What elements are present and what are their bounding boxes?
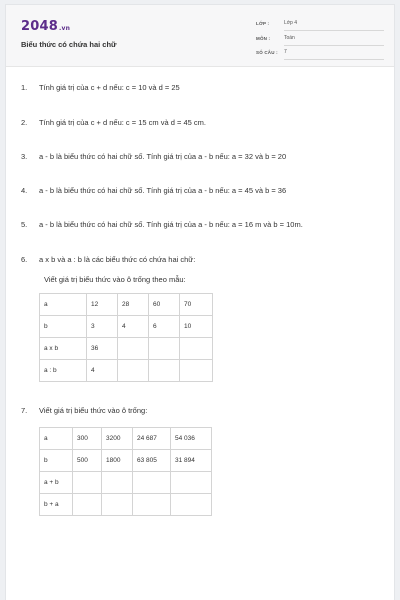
question-6 [21, 255, 195, 264]
meta-underline [284, 59, 384, 60]
question-number: 5. [21, 220, 28, 229]
table-row [40, 316, 213, 338]
table-row [40, 494, 212, 516]
table-question-6 [39, 293, 213, 382]
logo-tld: .vn [58, 25, 71, 32]
question-text: a x b và a : b là các biểu thức có chứa hai chữ: [39, 255, 196, 264]
table-question-7 [39, 427, 212, 516]
worksheet-title: Biểu thức có chứa hai chữ [21, 40, 117, 49]
question-4 [21, 186, 286, 195]
question-text: a - b là biểu thức có hai chữ số. Tính giá trị của a - b nếu: a = 32 và b = 20 [39, 152, 287, 161]
meta-underline [284, 45, 384, 46]
table-cell: 1800 [102, 450, 133, 472]
table-cell: 300 [73, 428, 102, 450]
question-number: 6. [21, 255, 28, 264]
meta-grade [256, 19, 384, 31]
question-text: Viết giá trị biểu thức vào ô trống: [39, 406, 148, 415]
question-number: 7. [21, 406, 28, 415]
answer-cell[interactable] [171, 472, 212, 494]
table-cell: 12 [87, 294, 118, 316]
question-number: 3. [21, 152, 28, 161]
question-1 [21, 83, 180, 92]
answer-cell[interactable] [118, 338, 149, 360]
answer-cell[interactable] [149, 360, 180, 382]
table-cell: 54 036 [171, 428, 212, 450]
worksheet-header [6, 5, 394, 67]
answer-cell[interactable] [133, 472, 171, 494]
table-row [40, 450, 212, 472]
question-6-instruction: Viết giá trị biểu thức vào ô trống theo mẫu: [44, 275, 186, 284]
table-cell: 36 [87, 338, 118, 360]
answer-cell[interactable] [171, 494, 212, 516]
question-7 [21, 406, 147, 415]
table-row [40, 472, 212, 494]
table-row [40, 294, 213, 316]
question-number: 2. [21, 118, 28, 127]
table-cell: 31 894 [171, 450, 212, 472]
meta-label: LỚP : [256, 21, 270, 26]
table-cell: a x b [40, 338, 87, 360]
question-text: Tính giá trị của c + d nếu: c = 15 cm và d = 45 cm. [39, 118, 206, 127]
meta-label: SỐ CÂU : [256, 50, 278, 55]
table-cell: 6 [149, 316, 180, 338]
table-row [40, 360, 213, 382]
question-number: 1. [21, 83, 28, 92]
table-cell: 3200 [102, 428, 133, 450]
meta-value: Toán [284, 35, 295, 41]
meta-question-count [256, 48, 384, 60]
table-cell: 60 [149, 294, 180, 316]
table-cell: 28 [118, 294, 149, 316]
table-cell: 500 [73, 450, 102, 472]
answer-cell[interactable] [73, 472, 102, 494]
table-cell: 24 687 [133, 428, 171, 450]
table-cell: a + b [40, 472, 73, 494]
question-2 [21, 118, 206, 127]
table-cell: 3 [87, 316, 118, 338]
answer-cell[interactable] [149, 338, 180, 360]
answer-cell[interactable] [73, 494, 102, 516]
meta-label: MÔN : [256, 36, 271, 41]
table-cell: a : b [40, 360, 87, 382]
table-cell: b [40, 316, 87, 338]
table-cell: b + a [40, 494, 73, 516]
table-cell: b [40, 450, 73, 472]
meta-value: Lớp 4 [284, 20, 298, 26]
worksheet-page [5, 4, 395, 600]
table-cell: 70 [180, 294, 213, 316]
question-5 [21, 220, 303, 229]
table-cell: a [40, 428, 73, 450]
question-text: Tính giá trị của c + d nếu: c = 10 và d = 25 [39, 83, 180, 92]
question-number: 4. [21, 186, 28, 195]
answer-cell[interactable] [118, 360, 149, 382]
question-3 [21, 152, 286, 161]
table-cell: 10 [180, 316, 213, 338]
table-row [40, 428, 212, 450]
answer-cell[interactable] [133, 494, 171, 516]
table-cell: 4 [118, 316, 149, 338]
question-text: a - b là biểu thức có hai chữ số. Tính giá trị của a - b nếu: a = 16 m và b = 10m. [39, 220, 303, 229]
answer-cell[interactable] [180, 338, 213, 360]
answer-cell[interactable] [180, 360, 213, 382]
logo-text: 2048 [21, 19, 58, 34]
table-row [40, 338, 213, 360]
table-cell: 4 [87, 360, 118, 382]
answer-cell[interactable] [102, 494, 133, 516]
meta-underline [284, 30, 384, 31]
answer-cell[interactable] [102, 472, 133, 494]
table-cell: a [40, 294, 87, 316]
site-logo[interactable] [21, 19, 70, 34]
question-text: a - b là biểu thức có hai chữ số. Tính giá trị của a - b nếu: a = 45 và b = 36 [39, 186, 287, 195]
meta-subject [256, 34, 384, 46]
meta-value: 7 [284, 49, 287, 55]
table-cell: 63 805 [133, 450, 171, 472]
